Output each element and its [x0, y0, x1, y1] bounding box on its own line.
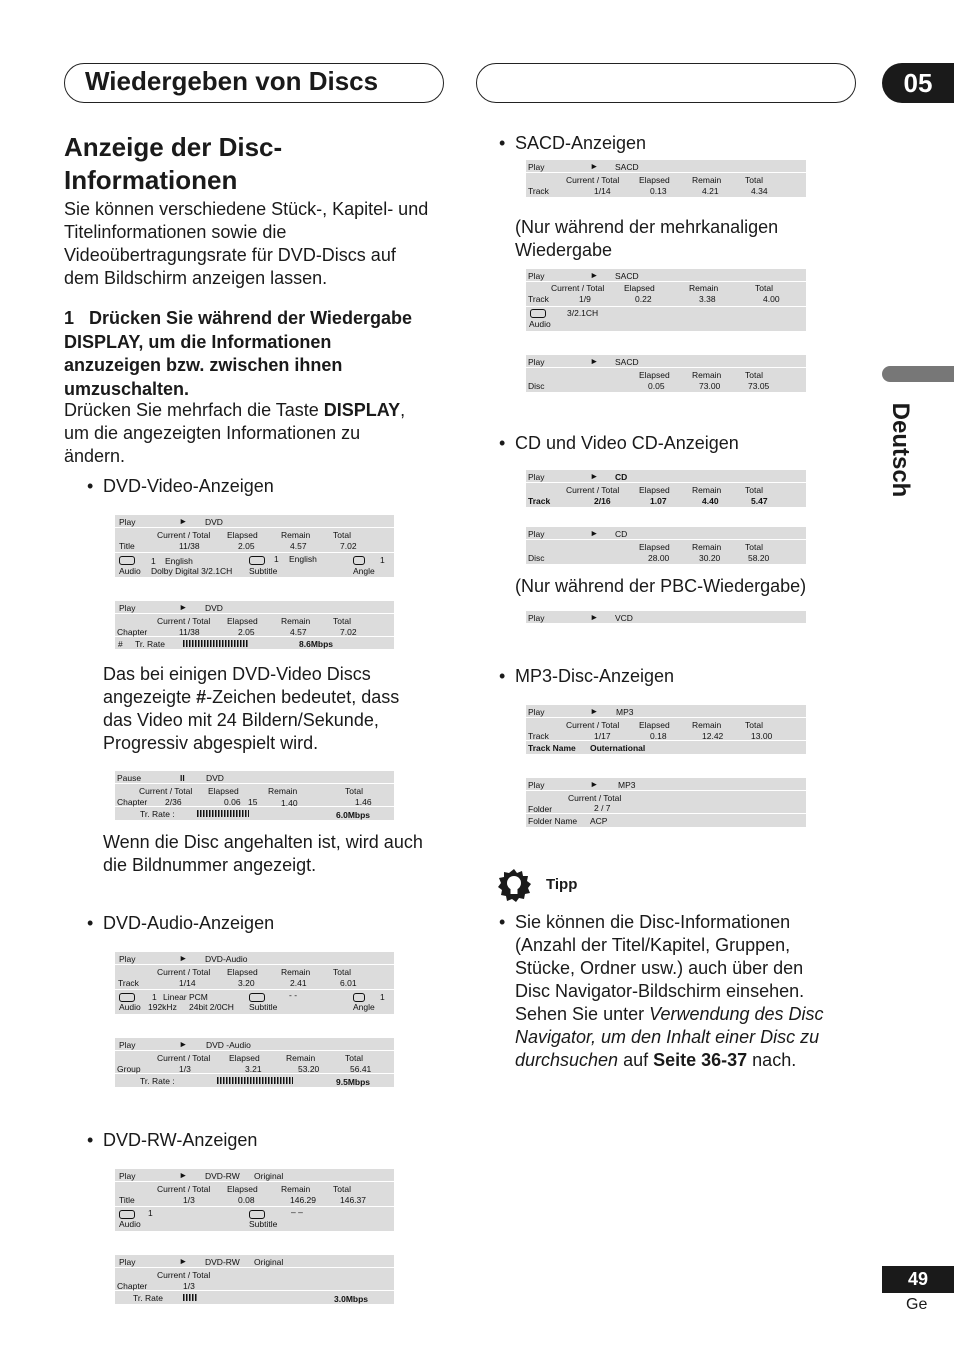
osd-dvd-rw-2: Play ► DVD-RW Original Current / Total Chapter 1/3 Tr. Rate 3.0Mbps	[115, 1255, 394, 1304]
section-heading: Anzeige der Disc- Informationen	[64, 132, 283, 195]
rate-bar	[197, 810, 249, 817]
audio-icon	[530, 309, 546, 318]
language-label: Deutsch	[887, 402, 914, 498]
osd-vcd: Play ► VCD	[526, 611, 806, 623]
subtitle-icon	[249, 556, 265, 565]
audio-icon	[119, 556, 135, 565]
note-pause: Wenn die Disc angehalten ist, wird auch die Bildnummer angezeigt.	[103, 832, 423, 875]
osd-mp3-1: Play ► MP3 Current / Total Elapsed Remain Total Track 1/17 0.18 12.42 13.00 Track Name Outernational	[526, 705, 806, 754]
step-1-heading: 1 Drücken Sie während der Wiedergabe DISPLAY, um die Informationen anzuzeigen bzw. zwischen ihnen umzuschalten.	[64, 308, 412, 399]
note-hash-symbol: Das bei einigen DVD-Video Discs angezeigte #-Zeichen bedeutet, dass das Video mit 24 Bildern/Sekunde, Progressiv abgespielt wird.	[103, 664, 400, 753]
bullet-dvd-rw: • DVD-RW-Anzeigen	[87, 1130, 258, 1150]
subtitle-icon	[249, 1210, 265, 1219]
subtitle-icon	[249, 993, 265, 1002]
osd-mp3-2: Play ► MP3 Current / Total Folder 2 / 7 Folder Name ACP	[526, 778, 806, 827]
header-blank-bar	[476, 63, 856, 103]
tip-label: Tipp	[546, 876, 578, 893]
chapter-number-tab: 05	[882, 63, 954, 103]
bullet-cd: • CD und Video CD-Anzeigen	[499, 433, 739, 453]
intro-paragraph: Sie können verschiedene Stück-, Kapitel- und Titelinformationen sowie die Videoübertragungsrate für DVD-Discs auf dem Bildschirm anzeigen lassen.	[64, 199, 429, 288]
note-pbc: (Nur während der PBC-Wiedergabe)	[515, 576, 807, 596]
rate-bar	[183, 1294, 197, 1301]
osd-dvd-audio-1: Play ► DVD-Audio Current / Total Elapsed Remain Total Track 1/14 3.20 2.41 6.01 1 Linear PCM - - 1 Audio 192kHz 24bit 2/0CH Subtitle Angle	[115, 952, 394, 1014]
header-title-bar	[64, 63, 444, 103]
osd-sacd-3: Play ► SACD Elapsed Remain Total Disc 0.05 73.00 73.05	[526, 355, 806, 392]
rate-bar	[183, 640, 249, 647]
osd-dvd-video-2: Play ► DVD Current / Total Elapsed Remain Total Chapter 11/38 2.05 4.57 7.02 # Tr. Rate 8.6Mbps	[115, 601, 394, 649]
osd-dvd-audio-2: Play ► DVD -Audio Current / Total Elapsed Remain Total Group 1/3 3.21 53.20 56.41 Tr. Rate : 9.5Mbps	[115, 1038, 394, 1087]
osd-cd-2: Play ► CD Elapsed Remain Total Disc 28.00 30.20 58.20	[526, 527, 806, 564]
bullet-dvd-audio: • DVD-Audio-Anzeigen	[87, 913, 275, 933]
bullet-mp3: • MP3-Disc-Anzeigen	[499, 666, 675, 686]
page-number: 49	[882, 1266, 954, 1293]
note-sacd-multichannel: (Nur während der mehrkanaligen Wiedergabe	[515, 217, 779, 260]
tip-text: • Sie können die Disc-Informationen (Anzahl der Titel/Kapitel, Gruppen, Stücke, Ordner usw.) auch über den Disc Navigator-Bildschirm einsehen. Sehen Sie unter Verwendung des Disc Navigator, um den Inhalt einer Disc zu durchsuchen auf Seite 36-37 nach.	[499, 912, 824, 1070]
step-1-body: Drücken Sie mehrfach die Taste DISPLAY, um die angezeigten Informationen zu ändern.	[64, 400, 406, 466]
audio-icon	[119, 993, 135, 1002]
osd-dvd-video-pause: Pause II DVD Current / Total Elapsed Remain Total Chapter 2/36 0.06 15 1.40 1.46 Tr. Rate : 6.0Mbps	[115, 771, 394, 820]
osd-dvd-rw-1: Play ► DVD-RW Original Current / Total Elapsed Remain Total Title 1/3 0.08 146.29 146.37 1 – – Audio Subtitle	[115, 1169, 394, 1231]
angle-icon	[353, 556, 365, 565]
osd-sacd-1: Play ► SACD Current / Total Elapsed Remain Total Track 1/14 0.13 4.21 4.34	[526, 160, 806, 197]
audio-icon	[119, 1210, 135, 1219]
bullet-dvd-video: • DVD-Video-Anzeigen	[87, 476, 274, 496]
language-tab	[882, 366, 954, 382]
osd-cd-1: Play ► CD Current / Total Elapsed Remain Total Track 2/16 1.07 4.40 5.47	[526, 470, 806, 507]
angle-icon	[353, 993, 365, 1002]
bullet-sacd: • SACD-Anzeigen	[499, 133, 647, 153]
osd-dvd-video-1: Play ► DVD Current / Total Elapsed Remain Total Title 11/38 2.05 4.57 7.02 1 English 1 English 1 Audio Dolby Digital 3/2.1CH Subtitle Angle	[115, 515, 394, 577]
lightbulb-icon	[496, 868, 532, 904]
language-code: Ge	[906, 1296, 928, 1313]
page-header-title: Wiedergeben von Discs	[85, 66, 379, 96]
rate-bar	[217, 1077, 293, 1084]
osd-sacd-2: Play ► SACD Current / Total Elapsed Remain Total Track 1/9 0.22 3.38 4.00 3/2.1CH Audio	[526, 269, 806, 331]
